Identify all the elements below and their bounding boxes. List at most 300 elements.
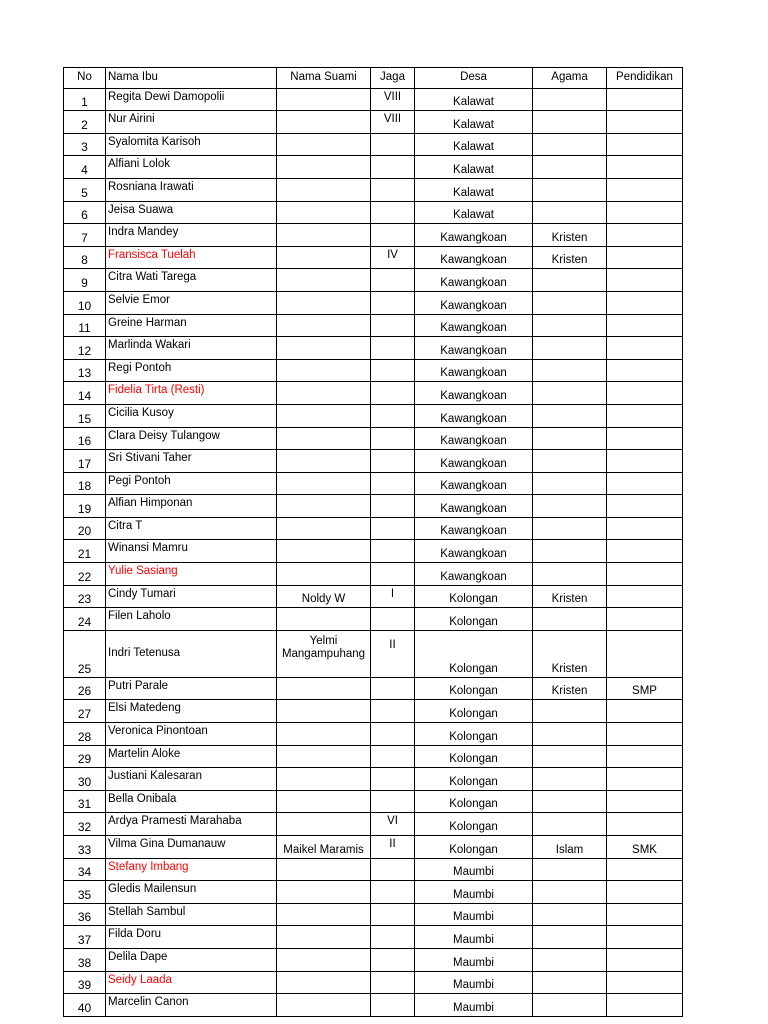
cell-jaga[interactable]: [371, 926, 415, 949]
cell-jaga[interactable]: [371, 472, 415, 495]
cell-agama[interactable]: [533, 790, 607, 813]
cell-pendidikan[interactable]: [607, 813, 683, 836]
cell-nama-ibu[interactable]: Filda Doru: [106, 926, 277, 949]
cell-jaga[interactable]: [371, 971, 415, 994]
cell-nama-ibu[interactable]: Filen Laholo: [106, 608, 277, 631]
table-row: [64, 948, 683, 971]
cell-jaga[interactable]: [371, 133, 415, 156]
cell-desa[interactable]: Kalawat: [415, 111, 533, 134]
cell-pendidikan[interactable]: [607, 337, 683, 360]
cell-no[interactable]: 28: [64, 723, 106, 746]
cell-agama[interactable]: [533, 269, 607, 292]
cell-no[interactable]: 20: [64, 517, 106, 540]
cell-agama[interactable]: [533, 768, 607, 791]
cell-desa[interactable]: Kawangkoan: [415, 382, 533, 405]
cell-no[interactable]: 32: [64, 813, 106, 836]
cell-no[interactable]: 15: [64, 404, 106, 427]
cell-jaga[interactable]: [371, 314, 415, 337]
cell-pendidikan[interactable]: [607, 608, 683, 631]
cell-no[interactable]: 33: [64, 836, 106, 859]
cell-nama-ibu[interactable]: Martelin Aloke: [106, 745, 277, 768]
cell-nama-suami[interactable]: [277, 201, 371, 224]
cell-agama[interactable]: [533, 201, 607, 224]
cell-jaga[interactable]: IV: [371, 246, 415, 269]
cell-nama-ibu[interactable]: Ardya Pramesti Marahaba: [106, 813, 277, 836]
cell-desa[interactable]: Kawangkoan: [415, 450, 533, 473]
cell-nama-ibu[interactable]: Fransisca Tuelah: [106, 246, 277, 269]
cell-no[interactable]: 5: [64, 178, 106, 201]
cell-jaga[interactable]: [371, 948, 415, 971]
cell-nama-suami[interactable]: [277, 111, 371, 134]
cell-jaga[interactable]: VIII: [371, 88, 415, 111]
cell-nama-suami[interactable]: [277, 269, 371, 292]
cell-nama-ibu[interactable]: Indri Tetenusa: [106, 630, 277, 677]
cell-pendidikan[interactable]: [607, 269, 683, 292]
cell-no[interactable]: 13: [64, 359, 106, 382]
cell-pendidikan[interactable]: [607, 858, 683, 881]
cell-pendidikan[interactable]: [607, 291, 683, 314]
cell-nama-ibu[interactable]: Sri Stivani Taher: [106, 450, 277, 473]
cell-pendidikan[interactable]: [607, 111, 683, 134]
cell-pendidikan[interactable]: [607, 700, 683, 723]
cell-agama[interactable]: [533, 994, 607, 1017]
cell-jaga[interactable]: [371, 404, 415, 427]
cell-nama-suami[interactable]: Noldy W: [277, 585, 371, 608]
cell-nama-suami[interactable]: [277, 517, 371, 540]
cell-nama-ibu[interactable]: Regita Dewi Damopolii: [106, 88, 277, 111]
cell-jaga[interactable]: [371, 291, 415, 314]
cell-pendidikan[interactable]: [607, 156, 683, 179]
cell-pendidikan[interactable]: [607, 224, 683, 247]
cell-jaga[interactable]: VI: [371, 813, 415, 836]
cell-nama-suami[interactable]: [277, 88, 371, 111]
table-row: [64, 768, 683, 791]
cell-desa[interactable]: Kolongan: [415, 790, 533, 813]
cell-nama-suami[interactable]: [277, 745, 371, 768]
cell-nama-suami[interactable]: [277, 677, 371, 700]
cell-desa[interactable]: Kalawat: [415, 88, 533, 111]
cell-no[interactable]: 31: [64, 790, 106, 813]
cell-desa[interactable]: Kolongan: [415, 630, 533, 677]
cell-agama[interactable]: [533, 723, 607, 746]
cell-nama-ibu[interactable]: Putri Parale: [106, 677, 277, 700]
cell-jaga[interactable]: II: [371, 836, 415, 859]
cell-pendidikan[interactable]: [607, 404, 683, 427]
cell-agama[interactable]: [533, 540, 607, 563]
cell-desa[interactable]: Kolongan: [415, 813, 533, 836]
cell-no[interactable]: 3: [64, 133, 106, 156]
cell-agama[interactable]: [533, 926, 607, 949]
cell-nama-ibu[interactable]: Clara Deisy Tulangow: [106, 427, 277, 450]
cell-nama-suami[interactable]: [277, 971, 371, 994]
cell-desa[interactable]: Maumbi: [415, 881, 533, 904]
cell-jaga[interactable]: [371, 359, 415, 382]
cell-pendidikan[interactable]: [607, 971, 683, 994]
cell-agama[interactable]: [533, 813, 607, 836]
cell-agama[interactable]: Kristen: [533, 630, 607, 677]
cell-nama-suami[interactable]: [277, 450, 371, 473]
cell-nama-suami[interactable]: [277, 768, 371, 791]
cell-no[interactable]: 6: [64, 201, 106, 224]
cell-nama-suami[interactable]: [277, 608, 371, 631]
cell-jaga[interactable]: [371, 723, 415, 746]
cell-no[interactable]: 39: [64, 971, 106, 994]
cell-jaga[interactable]: I: [371, 585, 415, 608]
cell-jaga[interactable]: [371, 677, 415, 700]
table-row: [64, 563, 683, 586]
cell-jaga[interactable]: [371, 450, 415, 473]
header-nama-suami[interactable]: Nama Suami: [277, 68, 371, 89]
header-no[interactable]: No: [64, 68, 106, 89]
cell-pendidikan[interactable]: [607, 201, 683, 224]
cell-nama-suami[interactable]: [277, 224, 371, 247]
cell-no[interactable]: 38: [64, 948, 106, 971]
cell-pendidikan[interactable]: [607, 517, 683, 540]
cell-agama[interactable]: [533, 450, 607, 473]
cell-nama-ibu[interactable]: Marcelin Canon: [106, 994, 277, 1017]
cell-nama-ibu[interactable]: Elsi Matedeng: [106, 700, 277, 723]
cell-jaga[interactable]: [371, 790, 415, 813]
cell-desa[interactable]: Kawangkoan: [415, 563, 533, 586]
cell-nama-suami[interactable]: [277, 495, 371, 518]
cell-nama-suami[interactable]: [277, 563, 371, 586]
cell-pendidikan[interactable]: [607, 450, 683, 473]
cell-nama-ibu[interactable]: Nur Airini: [106, 111, 277, 134]
cell-pendidikan[interactable]: [607, 382, 683, 405]
cell-desa[interactable]: Kalawat: [415, 133, 533, 156]
cell-desa[interactable]: Maumbi: [415, 971, 533, 994]
cell-nama-ibu[interactable]: Yulie Sasiang: [106, 563, 277, 586]
cell-no[interactable]: 34: [64, 858, 106, 881]
cell-jaga[interactable]: [371, 563, 415, 586]
cell-desa[interactable]: Kawangkoan: [415, 404, 533, 427]
cell-pendidikan[interactable]: [607, 723, 683, 746]
cell-agama[interactable]: [533, 427, 607, 450]
cell-agama[interactable]: [533, 563, 607, 586]
cell-desa[interactable]: Kolongan: [415, 677, 533, 700]
cell-jaga[interactable]: [371, 768, 415, 791]
cell-agama[interactable]: [533, 291, 607, 314]
cell-desa[interactable]: Kawangkoan: [415, 427, 533, 450]
cell-agama[interactable]: [533, 156, 607, 179]
cell-desa[interactable]: Kawangkoan: [415, 246, 533, 269]
header-pendidikan[interactable]: Pendidikan: [607, 68, 683, 89]
cell-nama-ibu[interactable]: Regi Pontoh: [106, 359, 277, 382]
cell-agama[interactable]: Kristen: [533, 585, 607, 608]
cell-desa[interactable]: Kalawat: [415, 201, 533, 224]
cell-nama-ibu[interactable]: Cicilia Kusoy: [106, 404, 277, 427]
cell-desa[interactable]: Kolongan: [415, 836, 533, 859]
cell-no[interactable]: 2: [64, 111, 106, 134]
cell-nama-ibu[interactable]: Seidy Laada: [106, 971, 277, 994]
cell-no[interactable]: 25: [64, 630, 106, 677]
cell-no[interactable]: 18: [64, 472, 106, 495]
cell-jaga[interactable]: [371, 224, 415, 247]
cell-no[interactable]: 37: [64, 926, 106, 949]
cell-pendidikan[interactable]: [607, 472, 683, 495]
table-row: [64, 224, 683, 247]
cell-agama[interactable]: Kristen: [533, 246, 607, 269]
cell-nama-ibu[interactable]: Indra Mandey: [106, 224, 277, 247]
cell-agama[interactable]: [533, 133, 607, 156]
cell-pendidikan[interactable]: SMK: [607, 836, 683, 859]
cell-no[interactable]: 21: [64, 540, 106, 563]
cell-jaga[interactable]: [371, 881, 415, 904]
cell-no[interactable]: 40: [64, 994, 106, 1017]
cell-agama[interactable]: [533, 359, 607, 382]
cell-nama-ibu[interactable]: Marlinda Wakari: [106, 337, 277, 360]
cell-nama-ibu[interactable]: Fidelia Tirta (Resti): [106, 382, 277, 405]
cell-jaga[interactable]: [371, 337, 415, 360]
cell-no[interactable]: 9: [64, 269, 106, 292]
cell-pendidikan[interactable]: [607, 88, 683, 111]
cell-agama[interactable]: Islam: [533, 836, 607, 859]
cell-nama-ibu[interactable]: Citra T: [106, 517, 277, 540]
cell-no[interactable]: 17: [64, 450, 106, 473]
cell-jaga[interactable]: [371, 700, 415, 723]
cell-pendidikan[interactable]: [607, 994, 683, 1017]
cell-no[interactable]: 24: [64, 608, 106, 631]
cell-jaga[interactable]: [371, 178, 415, 201]
table-row: [64, 156, 683, 179]
cell-desa[interactable]: Kawangkoan: [415, 269, 533, 292]
cell-agama[interactable]: [533, 948, 607, 971]
cell-pendidikan[interactable]: [607, 790, 683, 813]
cell-nama-ibu[interactable]: Bella Onibala: [106, 790, 277, 813]
cell-pendidikan[interactable]: [607, 495, 683, 518]
cell-no[interactable]: 12: [64, 337, 106, 360]
cell-nama-ibu[interactable]: Delila Dape: [106, 948, 277, 971]
cell-desa[interactable]: Kalawat: [415, 178, 533, 201]
cell-nama-suami[interactable]: [277, 948, 371, 971]
cell-desa[interactable]: Maumbi: [415, 903, 533, 926]
cell-desa[interactable]: Kolongan: [415, 745, 533, 768]
cell-nama-ibu[interactable]: Stellah Sambul: [106, 903, 277, 926]
cell-nama-suami[interactable]: [277, 472, 371, 495]
cell-nama-suami[interactable]: [277, 291, 371, 314]
cell-pendidikan[interactable]: [607, 926, 683, 949]
cell-nama-suami[interactable]: [277, 178, 371, 201]
cell-agama[interactable]: [533, 700, 607, 723]
cell-desa[interactable]: Kolongan: [415, 608, 533, 631]
cell-pendidikan[interactable]: [607, 427, 683, 450]
cell-nama-suami[interactable]: [277, 994, 371, 1017]
cell-nama-suami[interactable]: [277, 382, 371, 405]
cell-agama[interactable]: Kristen: [533, 224, 607, 247]
cell-jaga[interactable]: VIII: [371, 111, 415, 134]
cell-nama-suami[interactable]: Yelmi Mangampuhang: [277, 630, 371, 677]
cell-desa[interactable]: Kawangkoan: [415, 472, 533, 495]
cell-desa[interactable]: Kawangkoan: [415, 291, 533, 314]
cell-agama[interactable]: [533, 337, 607, 360]
cell-nama-suami[interactable]: [277, 359, 371, 382]
cell-jaga[interactable]: [371, 517, 415, 540]
cell-nama-suami[interactable]: [277, 790, 371, 813]
cell-nama-ibu[interactable]: Cindy Tumari: [106, 585, 277, 608]
cell-pendidikan[interactable]: [607, 178, 683, 201]
cell-nama-ibu[interactable]: Syalomita Karisoh: [106, 133, 277, 156]
cell-jaga[interactable]: [371, 745, 415, 768]
cell-nama-suami[interactable]: [277, 540, 371, 563]
cell-nama-suami[interactable]: [277, 858, 371, 881]
cell-no[interactable]: 30: [64, 768, 106, 791]
cell-no[interactable]: 7: [64, 224, 106, 247]
cell-nama-suami[interactable]: [277, 156, 371, 179]
cell-desa[interactable]: Kawangkoan: [415, 540, 533, 563]
cell-no[interactable]: 26: [64, 677, 106, 700]
cell-nama-ibu[interactable]: Greine Harman: [106, 314, 277, 337]
cell-no[interactable]: 36: [64, 903, 106, 926]
cell-desa[interactable]: Kawangkoan: [415, 517, 533, 540]
cell-jaga[interactable]: [371, 540, 415, 563]
cell-pendidikan[interactable]: [607, 948, 683, 971]
cell-agama[interactable]: [533, 382, 607, 405]
cell-pendidikan[interactable]: [607, 359, 683, 382]
table-row: [64, 359, 683, 382]
header-nama-ibu[interactable]: Nama Ibu: [106, 68, 277, 89]
cell-nama-ibu[interactable]: Alfiani Lolok: [106, 156, 277, 179]
cell-pendidikan[interactable]: [607, 881, 683, 904]
cell-agama[interactable]: [533, 608, 607, 631]
cell-agama[interactable]: [533, 404, 607, 427]
cell-no[interactable]: 27: [64, 700, 106, 723]
cell-desa[interactable]: Kolongan: [415, 768, 533, 791]
cell-nama-ibu[interactable]: Veronica Pinontoan: [106, 723, 277, 746]
cell-jaga[interactable]: [371, 495, 415, 518]
cell-no[interactable]: 23: [64, 585, 106, 608]
cell-desa[interactable]: Kawangkoan: [415, 314, 533, 337]
cell-no[interactable]: 1: [64, 88, 106, 111]
cell-nama-suami[interactable]: [277, 404, 371, 427]
cell-desa[interactable]: Kawangkoan: [415, 337, 533, 360]
cell-pendidikan[interactable]: [607, 246, 683, 269]
cell-agama[interactable]: [533, 971, 607, 994]
cell-jaga[interactable]: [371, 858, 415, 881]
cell-desa[interactable]: Kolongan: [415, 700, 533, 723]
cell-pendidikan[interactable]: [607, 563, 683, 586]
cell-desa[interactable]: Maumbi: [415, 948, 533, 971]
cell-jaga[interactable]: [371, 427, 415, 450]
cell-jaga[interactable]: II: [371, 630, 415, 677]
cell-nama-ibu[interactable]: Rosniana Irawati: [106, 178, 277, 201]
cell-agama[interactable]: [533, 88, 607, 111]
cell-pendidikan[interactable]: [607, 903, 683, 926]
cell-agama[interactable]: [533, 111, 607, 134]
cell-nama-suami[interactable]: [277, 314, 371, 337]
cell-nama-ibu[interactable]: Gledis Mailensun: [106, 881, 277, 904]
cell-agama[interactable]: [533, 495, 607, 518]
table-row: [64, 630, 683, 677]
cell-jaga[interactable]: [371, 903, 415, 926]
cell-nama-suami[interactable]: [277, 337, 371, 360]
cell-nama-ibu[interactable]: Alfian Himponan: [106, 495, 277, 518]
cell-jaga[interactable]: [371, 156, 415, 179]
cell-agama[interactable]: [533, 745, 607, 768]
cell-desa[interactable]: Maumbi: [415, 926, 533, 949]
cell-nama-suami[interactable]: [277, 723, 371, 746]
cell-desa[interactable]: Kawangkoan: [415, 359, 533, 382]
cell-desa[interactable]: Kolongan: [415, 585, 533, 608]
cell-desa[interactable]: Maumbi: [415, 858, 533, 881]
cell-pendidikan[interactable]: [607, 630, 683, 677]
table-row: [64, 608, 683, 631]
cell-no[interactable]: 22: [64, 563, 106, 586]
table-row: [64, 178, 683, 201]
cell-pendidikan[interactable]: [607, 133, 683, 156]
cell-nama-ibu[interactable]: Pegi Pontoh: [106, 472, 277, 495]
cell-no[interactable]: 29: [64, 745, 106, 768]
cell-nama-suami[interactable]: [277, 926, 371, 949]
cell-agama[interactable]: [533, 881, 607, 904]
cell-nama-suami[interactable]: [277, 427, 371, 450]
header-desa[interactable]: Desa: [415, 68, 533, 89]
cell-no[interactable]: 16: [64, 427, 106, 450]
cell-desa[interactable]: Kolongan: [415, 723, 533, 746]
cell-nama-suami[interactable]: [277, 700, 371, 723]
cell-jaga[interactable]: [371, 608, 415, 631]
cell-agama[interactable]: Kristen: [533, 677, 607, 700]
cell-no[interactable]: 14: [64, 382, 106, 405]
header-agama[interactable]: Agama: [533, 68, 607, 89]
cell-jaga[interactable]: [371, 994, 415, 1017]
cell-no[interactable]: 8: [64, 246, 106, 269]
header-jaga[interactable]: Jaga: [371, 68, 415, 89]
cell-no[interactable]: 35: [64, 881, 106, 904]
cell-agama[interactable]: [533, 858, 607, 881]
cell-agama[interactable]: [533, 314, 607, 337]
cell-nama-suami[interactable]: [277, 133, 371, 156]
cell-pendidikan[interactable]: [607, 745, 683, 768]
cell-pendidikan[interactable]: [607, 314, 683, 337]
cell-no[interactable]: 19: [64, 495, 106, 518]
cell-nama-ibu[interactable]: Selvie Emor: [106, 291, 277, 314]
cell-desa[interactable]: Kawangkoan: [415, 224, 533, 247]
cell-desa[interactable]: Kawangkoan: [415, 495, 533, 518]
cell-nama-suami[interactable]: Maikel Maramis: [277, 836, 371, 859]
cell-agama[interactable]: [533, 903, 607, 926]
cell-nama-ibu[interactable]: Jeisa Suawa: [106, 201, 277, 224]
table-row: [64, 836, 683, 859]
cell-jaga[interactable]: [371, 269, 415, 292]
cell-nama-suami[interactable]: [277, 813, 371, 836]
cell-desa[interactable]: Maumbi: [415, 994, 533, 1017]
table-row: [64, 291, 683, 314]
cell-nama-suami[interactable]: [277, 903, 371, 926]
cell-nama-ibu[interactable]: Vilma Gina Dumanauw: [106, 836, 277, 859]
cell-jaga[interactable]: [371, 382, 415, 405]
cell-agama[interactable]: [533, 517, 607, 540]
cell-pendidikan[interactable]: [607, 768, 683, 791]
cell-nama-ibu[interactable]: Stefany Imbang: [106, 858, 277, 881]
cell-nama-ibu[interactable]: Citra Wati Tarega: [106, 269, 277, 292]
cell-nama-ibu[interactable]: Winansi Mamru: [106, 540, 277, 563]
cell-nama-suami[interactable]: [277, 881, 371, 904]
cell-no[interactable]: 10: [64, 291, 106, 314]
cell-agama[interactable]: [533, 472, 607, 495]
cell-no[interactable]: 11: [64, 314, 106, 337]
cell-nama-suami[interactable]: [277, 246, 371, 269]
cell-desa[interactable]: Kalawat: [415, 156, 533, 179]
cell-no[interactable]: 4: [64, 156, 106, 179]
cell-pendidikan[interactable]: [607, 540, 683, 563]
table-row: [64, 88, 683, 111]
cell-nama-ibu[interactable]: Justiani Kalesaran: [106, 768, 277, 791]
cell-agama[interactable]: [533, 178, 607, 201]
table-row: [64, 903, 683, 926]
cell-pendidikan[interactable]: [607, 585, 683, 608]
cell-pendidikan[interactable]: SMP: [607, 677, 683, 700]
cell-jaga[interactable]: [371, 201, 415, 224]
